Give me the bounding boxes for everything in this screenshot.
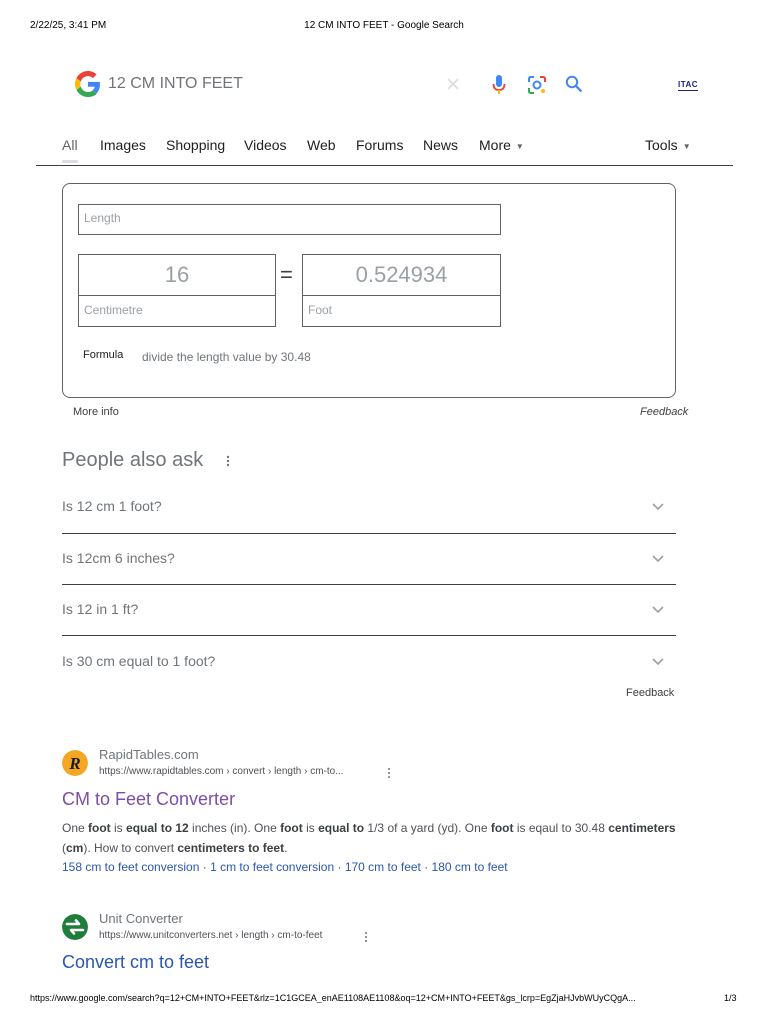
result-url[interactable]: https://www.rapidtables.com › convert › length › cm-to... xyxy=(99,766,344,777)
to-unit-select[interactable]: Foot xyxy=(302,296,501,327)
print-url: https://www.google.com/search?q=12+CM+INTO+FEET&rlz=1C1GCEA_enAE1108AE1108&oq=12+CM+INTO+FEET&gs_lcrp=EgZjaHJvbWUyCQgA... xyxy=(30,993,636,1003)
sitelink-separator: · xyxy=(199,860,211,874)
caret-down-icon: ▼ xyxy=(682,141,691,151)
paa-question[interactable]: Is 30 cm equal to 1 foot? xyxy=(62,653,216,669)
tools-label: Tools xyxy=(645,137,678,153)
paa-divider xyxy=(62,635,676,636)
tab-news[interactable]: News xyxy=(423,137,459,153)
from-unit-select[interactable]: Centimetre xyxy=(78,296,276,327)
snippet-text: is xyxy=(302,821,319,835)
print-title: 12 CM INTO FEET - Google Search xyxy=(304,20,464,31)
unitconverters-favicon-icon[interactable] xyxy=(62,914,88,940)
snippet-text: is xyxy=(110,821,127,835)
converter-feedback-link[interactable]: Feedback xyxy=(640,406,689,418)
google-lens-icon[interactable] xyxy=(527,75,547,95)
result-title-link[interactable]: CM to Feet Converter xyxy=(62,789,236,809)
snippet-bold: equal to xyxy=(318,821,365,835)
rapidtables-favicon-icon[interactable] xyxy=(62,750,88,776)
people-also-ask-heading: People also ask xyxy=(62,449,204,471)
result-url[interactable]: https://www.unitconverters.net › length › cm-to-feet xyxy=(99,930,323,941)
rapidtables-icon-letter: R xyxy=(69,754,81,773)
snippet-text: One xyxy=(62,821,89,835)
tools-button[interactable] xyxy=(645,137,691,153)
print-page-number: 1/3 xyxy=(724,993,737,1003)
paa-feedback-link[interactable]: Feedback xyxy=(626,687,675,699)
more-info-link[interactable]: More info xyxy=(73,406,119,418)
snippet-bold: foot xyxy=(280,821,303,835)
paa-question[interactable]: Is 12cm 6 inches? xyxy=(62,550,175,566)
microphone-icon[interactable] xyxy=(491,74,507,96)
snippet-bold: cm xyxy=(66,841,84,855)
chevron-down-icon[interactable] xyxy=(651,605,665,615)
to-value-input[interactable]: 0.524934 xyxy=(302,254,501,296)
tab-web[interactable]: Web xyxy=(307,137,336,153)
chevron-down-icon[interactable] xyxy=(651,657,665,667)
sitelink-separator: · xyxy=(334,860,345,874)
snippet-bold: equal to 12 xyxy=(126,821,189,835)
chevron-down-icon[interactable] xyxy=(651,554,665,564)
tab-images[interactable]: Images xyxy=(100,137,146,153)
chevron-down-icon[interactable] xyxy=(651,502,665,512)
tab-shopping[interactable]: Shopping xyxy=(166,137,226,153)
sitelink[interactable]: 1 cm to feet conversion xyxy=(210,860,335,874)
tabs-divider xyxy=(36,165,733,166)
more-options-icon[interactable] xyxy=(223,453,233,469)
tab-forums[interactable]: Forums xyxy=(356,137,404,153)
caret-down-icon: ▼ xyxy=(515,141,524,151)
paa-question[interactable]: Is 12 in 1 ft? xyxy=(62,601,139,617)
search-input[interactable]: 12 CM INTO FEET xyxy=(108,75,243,92)
clear-icon[interactable] xyxy=(445,76,461,92)
snippet-bold: foot xyxy=(88,821,111,835)
result-title-link[interactable]: Convert cm to feet xyxy=(62,952,210,972)
measure-select[interactable]: Length xyxy=(78,204,501,235)
tab-more-label: More xyxy=(479,137,511,153)
sitelink[interactable]: 170 cm to feet xyxy=(344,860,421,874)
google-logo-icon[interactable] xyxy=(75,71,101,97)
snippet-text: ). How to convert xyxy=(83,841,178,855)
snippet-bold: centimeters xyxy=(608,821,676,835)
paa-question[interactable]: Is 12 cm 1 foot? xyxy=(62,498,162,514)
tab-more[interactable] xyxy=(479,137,524,153)
snippet-text: . xyxy=(284,841,288,855)
paa-divider xyxy=(62,533,676,534)
paa-divider xyxy=(62,584,676,585)
account-logo[interactable]: ITAC xyxy=(678,80,699,89)
tab-all-underline xyxy=(62,160,78,163)
result-site-name[interactable]: Unit Converter xyxy=(99,911,183,926)
more-options-icon[interactable] xyxy=(363,931,369,943)
more-options-icon[interactable] xyxy=(386,767,392,779)
formula-label: Formula xyxy=(83,349,124,361)
result-sitelinks xyxy=(62,860,508,874)
sitelink[interactable]: 158 cm to feet conversion xyxy=(62,860,200,874)
snippet-text: ( xyxy=(62,841,66,855)
equals-sign: = xyxy=(280,262,293,287)
snippet-bold: centimeters to feet xyxy=(177,841,285,855)
snippet-text: is eqaul to 30.48 xyxy=(513,821,609,835)
sitelink[interactable]: 180 cm to feet xyxy=(431,860,508,874)
snippet-bold: foot xyxy=(490,821,514,835)
tab-all[interactable]: All xyxy=(62,137,78,153)
snippet-text: 1/3 of a yard (yd). One xyxy=(364,821,491,835)
snippet-text: inches (in). One xyxy=(188,821,281,835)
result-snippet xyxy=(62,818,682,858)
formula-text: divide the length value by 30.48 xyxy=(142,350,311,364)
from-value-input[interactable]: 16 xyxy=(78,254,276,296)
result-site-name[interactable]: RapidTables.com xyxy=(99,747,199,762)
sitelink-separator: · xyxy=(420,860,432,874)
print-date: 2/22/25, 3:41 PM xyxy=(30,20,107,31)
tab-videos[interactable]: Videos xyxy=(244,137,287,153)
search-icon[interactable] xyxy=(565,75,583,93)
